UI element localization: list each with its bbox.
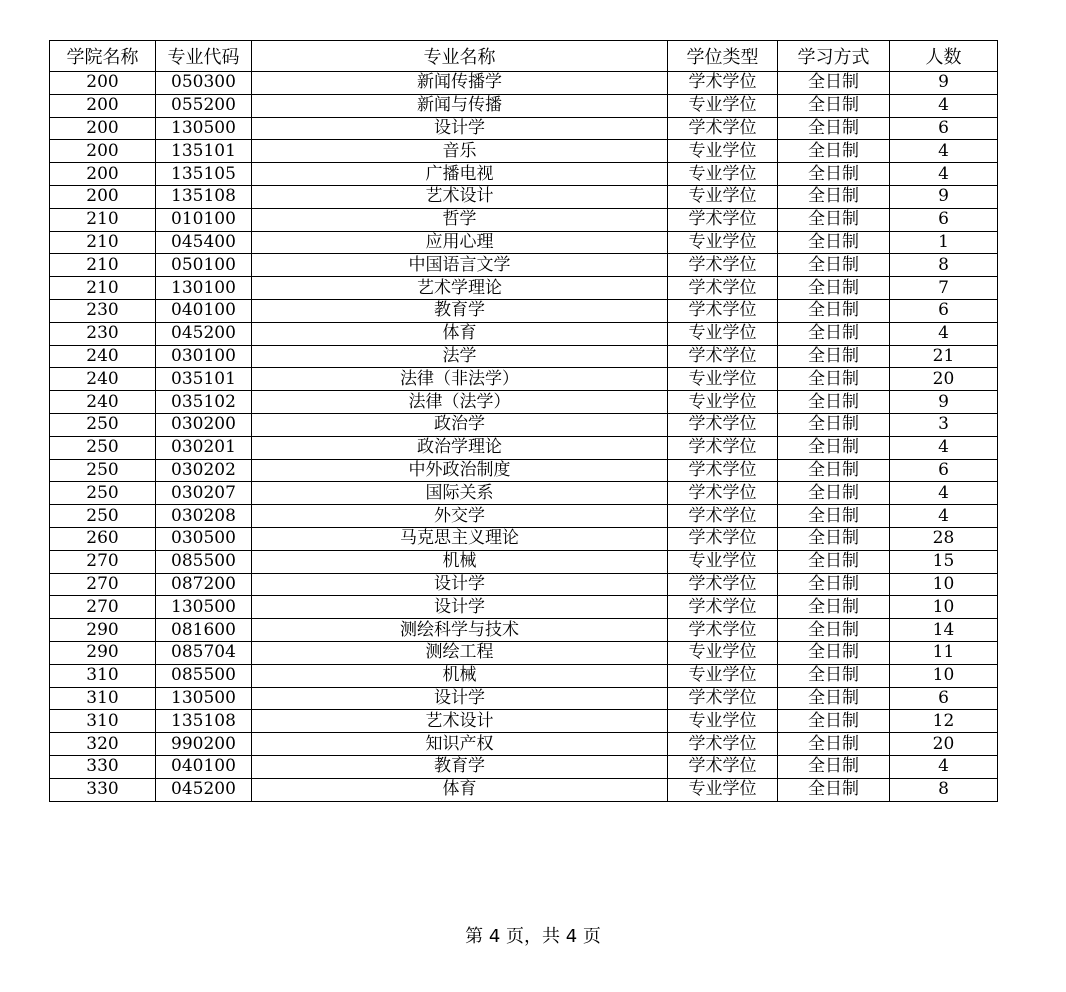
cell-college: 250: [50, 413, 156, 436]
cell-major-name: 教育学: [252, 755, 668, 778]
cell-degree-type: 学术学位: [668, 527, 778, 550]
table-row: [50, 733, 998, 756]
cell-major-code: 135105: [156, 163, 252, 186]
cell-count: 21: [890, 345, 998, 368]
cell-count: 9: [890, 391, 998, 414]
cell-major-code: 050100: [156, 254, 252, 277]
cell-degree-type: 专业学位: [668, 664, 778, 687]
cell-major-code: 030200: [156, 413, 252, 436]
cell-college: 200: [50, 163, 156, 186]
cell-count: 28: [890, 527, 998, 550]
table-row: [50, 436, 998, 459]
table-row: [50, 163, 998, 186]
cell-degree-type: 学术学位: [668, 436, 778, 459]
cell-major-name: 音乐: [252, 140, 668, 163]
cell-study-mode: 全日制: [778, 140, 890, 163]
cell-major-code: 030500: [156, 527, 252, 550]
cell-college: 320: [50, 733, 156, 756]
table-row: [50, 641, 998, 664]
enrollment-table: [49, 40, 998, 802]
cell-college: 240: [50, 368, 156, 391]
cell-college: 200: [50, 94, 156, 117]
table-row: [50, 345, 998, 368]
table-row: [50, 687, 998, 710]
cell-count: 9: [890, 185, 998, 208]
cell-major-name: 设计学: [252, 573, 668, 596]
cell-major-code: 050300: [156, 72, 252, 95]
cell-degree-type: 专业学位: [668, 641, 778, 664]
header-degree-type: 学位类型: [668, 41, 778, 72]
cell-major-code: 130100: [156, 277, 252, 300]
cell-major-code: 055200: [156, 94, 252, 117]
cell-degree-type: 专业学位: [668, 710, 778, 733]
cell-major-code: 085704: [156, 641, 252, 664]
cell-major-code: 081600: [156, 619, 252, 642]
cell-college: 200: [50, 72, 156, 95]
cell-count: 4: [890, 322, 998, 345]
cell-study-mode: 全日制: [778, 345, 890, 368]
cell-study-mode: 全日制: [778, 163, 890, 186]
cell-study-mode: 全日制: [778, 72, 890, 95]
cell-college: 230: [50, 299, 156, 322]
cell-college: 270: [50, 573, 156, 596]
table-row: [50, 208, 998, 231]
cell-major-code: 040100: [156, 299, 252, 322]
cell-study-mode: 全日制: [778, 208, 890, 231]
table-row: [50, 550, 998, 573]
cell-degree-type: 专业学位: [668, 140, 778, 163]
cell-major-name: 中外政治制度: [252, 459, 668, 482]
table-row: [50, 185, 998, 208]
cell-degree-type: 学术学位: [668, 619, 778, 642]
cell-count: 20: [890, 368, 998, 391]
cell-study-mode: 全日制: [778, 573, 890, 596]
cell-major-name: 法律（非法学）: [252, 368, 668, 391]
cell-major-name: 中国语言文学: [252, 254, 668, 277]
cell-major-code: 045200: [156, 778, 252, 801]
cell-study-mode: 全日制: [778, 755, 890, 778]
table-row: [50, 94, 998, 117]
cell-major-code: 085500: [156, 550, 252, 573]
table-row: [50, 277, 998, 300]
cell-major-code: 030202: [156, 459, 252, 482]
cell-major-name: 政治学理论: [252, 436, 668, 459]
cell-study-mode: 全日制: [778, 299, 890, 322]
cell-study-mode: 全日制: [778, 459, 890, 482]
cell-study-mode: 全日制: [778, 664, 890, 687]
cell-college: 330: [50, 778, 156, 801]
cell-degree-type: 学术学位: [668, 459, 778, 482]
cell-degree-type: 学术学位: [668, 573, 778, 596]
cell-major-name: 艺术设计: [252, 710, 668, 733]
cell-degree-type: 专业学位: [668, 163, 778, 186]
cell-major-code: 010100: [156, 208, 252, 231]
cell-major-name: 法学: [252, 345, 668, 368]
cell-major-code: 130500: [156, 596, 252, 619]
cell-count: 3: [890, 413, 998, 436]
cell-college: 200: [50, 185, 156, 208]
table-row: [50, 322, 998, 345]
cell-study-mode: 全日制: [778, 550, 890, 573]
cell-degree-type: 学术学位: [668, 72, 778, 95]
table-row: [50, 231, 998, 254]
cell-major-code: 135108: [156, 710, 252, 733]
cell-degree-type: 专业学位: [668, 94, 778, 117]
cell-major-code: 990200: [156, 733, 252, 756]
cell-count: 9: [890, 72, 998, 95]
cell-major-name: 知识产权: [252, 733, 668, 756]
cell-count: 14: [890, 619, 998, 642]
cell-count: 6: [890, 117, 998, 140]
cell-count: 6: [890, 208, 998, 231]
cell-study-mode: 全日制: [778, 778, 890, 801]
cell-count: 4: [890, 482, 998, 505]
table-row: [50, 72, 998, 95]
cell-study-mode: 全日制: [778, 710, 890, 733]
cell-college: 310: [50, 710, 156, 733]
cell-count: 15: [890, 550, 998, 573]
cell-college: 210: [50, 231, 156, 254]
cell-major-code: 130500: [156, 687, 252, 710]
header-study-mode: 学习方式: [778, 41, 890, 72]
cell-major-code: 035101: [156, 368, 252, 391]
cell-major-name: 艺术学理论: [252, 277, 668, 300]
cell-college: 250: [50, 459, 156, 482]
cell-count: 4: [890, 140, 998, 163]
table-header-row: [50, 41, 998, 72]
cell-degree-type: 专业学位: [668, 322, 778, 345]
cell-college: 250: [50, 482, 156, 505]
table-row: [50, 413, 998, 436]
cell-study-mode: 全日制: [778, 527, 890, 550]
cell-major-code: 030208: [156, 505, 252, 528]
cell-college: 310: [50, 687, 156, 710]
cell-major-code: 045200: [156, 322, 252, 345]
cell-study-mode: 全日制: [778, 733, 890, 756]
cell-major-code: 085500: [156, 664, 252, 687]
cell-count: 10: [890, 664, 998, 687]
cell-study-mode: 全日制: [778, 436, 890, 459]
cell-count: 4: [890, 436, 998, 459]
cell-college: 250: [50, 505, 156, 528]
cell-major-code: 040100: [156, 755, 252, 778]
cell-college: 230: [50, 322, 156, 345]
cell-study-mode: 全日制: [778, 368, 890, 391]
table-row: [50, 778, 998, 801]
cell-major-code: 030201: [156, 436, 252, 459]
table-row: [50, 117, 998, 140]
cell-degree-type: 学术学位: [668, 208, 778, 231]
cell-major-name: 国际关系: [252, 482, 668, 505]
cell-degree-type: 学术学位: [668, 117, 778, 140]
cell-college: 200: [50, 140, 156, 163]
cell-major-name: 马克思主义理论: [252, 527, 668, 550]
table-row: [50, 391, 998, 414]
header-college: 学院名称: [50, 41, 156, 72]
cell-study-mode: 全日制: [778, 596, 890, 619]
cell-major-name: 应用心理: [252, 231, 668, 254]
cell-college: 270: [50, 596, 156, 619]
cell-count: 4: [890, 505, 998, 528]
cell-degree-type: 学术学位: [668, 596, 778, 619]
cell-count: 7: [890, 277, 998, 300]
cell-major-name: 设计学: [252, 596, 668, 619]
cell-count: 6: [890, 299, 998, 322]
cell-college: 240: [50, 345, 156, 368]
table-row: [50, 664, 998, 687]
cell-count: 12: [890, 710, 998, 733]
cell-major-name: 体育: [252, 778, 668, 801]
cell-study-mode: 全日制: [778, 277, 890, 300]
cell-college: 240: [50, 391, 156, 414]
cell-major-name: 新闻传播学: [252, 72, 668, 95]
cell-degree-type: 学术学位: [668, 687, 778, 710]
table-row: [50, 459, 998, 482]
cell-major-code: 130500: [156, 117, 252, 140]
cell-major-code: 135101: [156, 140, 252, 163]
cell-college: 250: [50, 436, 156, 459]
cell-study-mode: 全日制: [778, 413, 890, 436]
table-body: [50, 72, 998, 802]
cell-degree-type: 专业学位: [668, 391, 778, 414]
cell-college: 290: [50, 641, 156, 664]
cell-college: 270: [50, 550, 156, 573]
cell-college: 310: [50, 664, 156, 687]
cell-count: 10: [890, 573, 998, 596]
cell-major-name: 新闻与传播: [252, 94, 668, 117]
cell-degree-type: 学术学位: [668, 733, 778, 756]
table-row: [50, 710, 998, 733]
page-footer: 第 4 页，共 4 页: [465, 926, 601, 947]
table-row: [50, 755, 998, 778]
table-row: [50, 505, 998, 528]
cell-count: 4: [890, 163, 998, 186]
cell-college: 290: [50, 619, 156, 642]
cell-college: 330: [50, 755, 156, 778]
cell-study-mode: 全日制: [778, 254, 890, 277]
cell-count: 6: [890, 687, 998, 710]
cell-degree-type: 学术学位: [668, 482, 778, 505]
cell-major-name: 机械: [252, 550, 668, 573]
cell-count: 8: [890, 254, 998, 277]
header-major-name: 专业名称: [252, 41, 668, 72]
cell-study-mode: 全日制: [778, 185, 890, 208]
cell-college: 210: [50, 254, 156, 277]
table-row: [50, 368, 998, 391]
cell-degree-type: 学术学位: [668, 755, 778, 778]
cell-study-mode: 全日制: [778, 231, 890, 254]
cell-college: 200: [50, 117, 156, 140]
cell-count: 10: [890, 596, 998, 619]
cell-degree-type: 学术学位: [668, 345, 778, 368]
table-row: [50, 527, 998, 550]
table-row: [50, 299, 998, 322]
cell-major-name: 哲学: [252, 208, 668, 231]
cell-degree-type: 专业学位: [668, 368, 778, 391]
cell-study-mode: 全日制: [778, 391, 890, 414]
cell-degree-type: 专业学位: [668, 778, 778, 801]
cell-major-name: 艺术设计: [252, 185, 668, 208]
cell-study-mode: 全日制: [778, 619, 890, 642]
table-row: [50, 596, 998, 619]
table-row: [50, 482, 998, 505]
cell-major-name: 外交学: [252, 505, 668, 528]
cell-count: 1: [890, 231, 998, 254]
cell-degree-type: 专业学位: [668, 550, 778, 573]
table-row: [50, 254, 998, 277]
cell-count: 11: [890, 641, 998, 664]
cell-major-name: 法律（法学）: [252, 391, 668, 414]
cell-college: 260: [50, 527, 156, 550]
cell-count: 6: [890, 459, 998, 482]
cell-degree-type: 学术学位: [668, 413, 778, 436]
cell-major-name: 测绘工程: [252, 641, 668, 664]
cell-major-name: 设计学: [252, 117, 668, 140]
cell-study-mode: 全日制: [778, 505, 890, 528]
cell-major-code: 035102: [156, 391, 252, 414]
cell-count: 8: [890, 778, 998, 801]
cell-count: 4: [890, 94, 998, 117]
table-row: [50, 140, 998, 163]
cell-major-name: 测绘科学与技术: [252, 619, 668, 642]
cell-major-code: 030100: [156, 345, 252, 368]
cell-major-name: 体育: [252, 322, 668, 345]
cell-major-code: 045400: [156, 231, 252, 254]
cell-degree-type: 专业学位: [668, 185, 778, 208]
cell-study-mode: 全日制: [778, 117, 890, 140]
cell-major-name: 教育学: [252, 299, 668, 322]
cell-degree-type: 专业学位: [668, 231, 778, 254]
cell-study-mode: 全日制: [778, 687, 890, 710]
cell-study-mode: 全日制: [778, 482, 890, 505]
cell-college: 210: [50, 277, 156, 300]
cell-degree-type: 学术学位: [668, 254, 778, 277]
cell-major-code: 135108: [156, 185, 252, 208]
cell-study-mode: 全日制: [778, 641, 890, 664]
cell-study-mode: 全日制: [778, 322, 890, 345]
cell-major-name: 设计学: [252, 687, 668, 710]
cell-degree-type: 学术学位: [668, 299, 778, 322]
cell-major-code: 087200: [156, 573, 252, 596]
cell-study-mode: 全日制: [778, 94, 890, 117]
cell-degree-type: 学术学位: [668, 505, 778, 528]
cell-count: 20: [890, 733, 998, 756]
header-major-code: 专业代码: [156, 41, 252, 72]
table-row: [50, 619, 998, 642]
cell-major-name: 广播电视: [252, 163, 668, 186]
cell-degree-type: 学术学位: [668, 277, 778, 300]
cell-major-name: 政治学: [252, 413, 668, 436]
header-count: 人数: [890, 41, 998, 72]
cell-college: 210: [50, 208, 156, 231]
cell-major-code: 030207: [156, 482, 252, 505]
cell-major-name: 机械: [252, 664, 668, 687]
cell-count: 4: [890, 755, 998, 778]
table-row: [50, 573, 998, 596]
